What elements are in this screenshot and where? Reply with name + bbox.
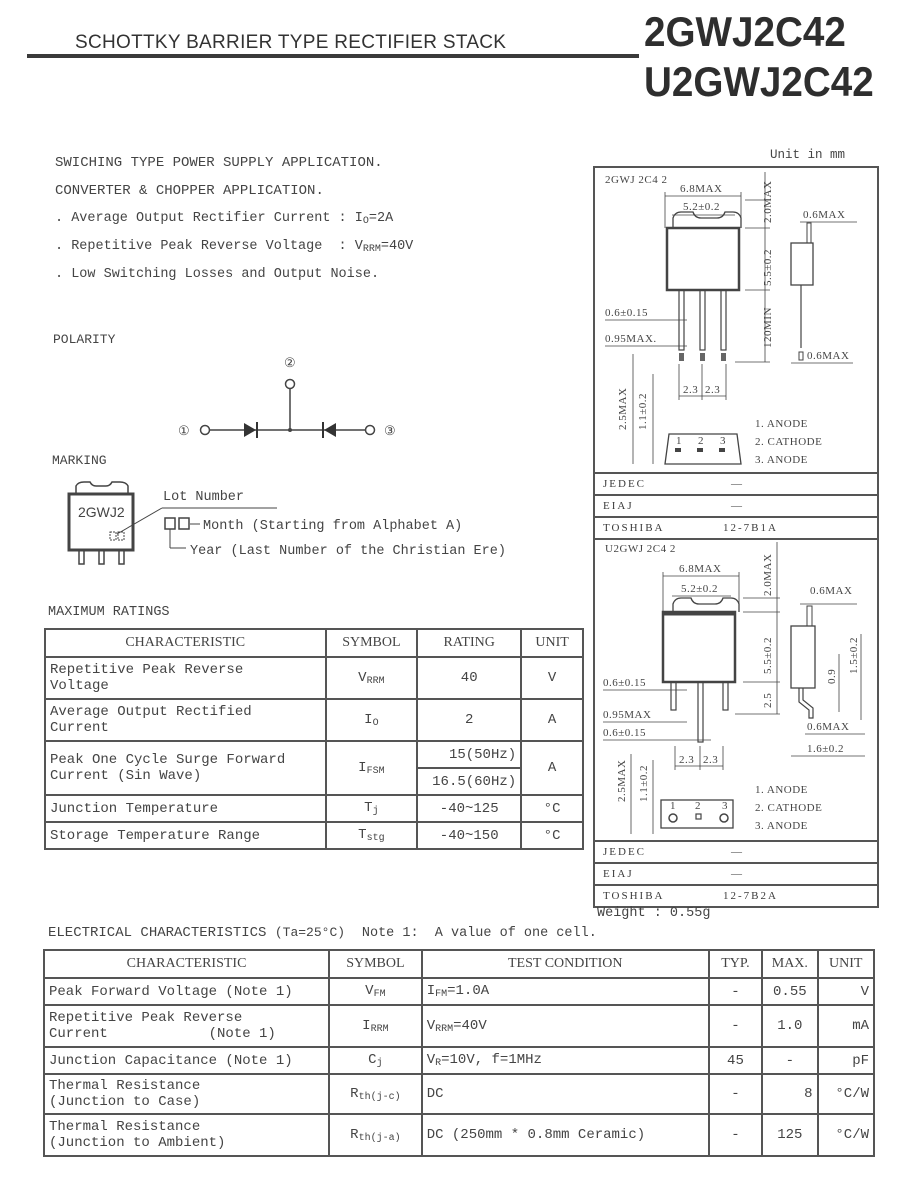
application-line: CONVERTER & CHOPPER APPLICATION. [55, 183, 324, 199]
month-label: Month (Starting from Alphabet A) [203, 519, 463, 534]
test-text: I [426, 983, 436, 999]
characteristic-cell [45, 741, 326, 795]
dim-label: 1.1±0.2 [637, 392, 649, 430]
pin-number: 3 [722, 800, 728, 812]
unit-cell: A [521, 699, 583, 741]
test-condition-cell: DC (250mm * 0.8mm Ceramic) [422, 1114, 709, 1156]
electrical-note: Note 1: A value of one cell. [361, 926, 597, 941]
electrical-table [43, 949, 875, 1157]
characteristic-cell [44, 1114, 329, 1156]
rating-cell: 15(50Hz) [417, 741, 521, 768]
symbol-cell [329, 1074, 422, 1114]
characteristic-cell: Peak Forward Voltage (Note 1) [44, 978, 329, 1005]
table-row [44, 978, 874, 1005]
char-line: Voltage [50, 678, 109, 694]
symbol-cell [329, 1047, 422, 1074]
rating-cell: 16.5(60Hz) [417, 768, 521, 795]
feature-sub: RRM [362, 244, 381, 255]
symbol: R [350, 1126, 359, 1143]
symbol-sub: O [372, 717, 379, 729]
electrical-condition: (Ta=25°C) [274, 925, 346, 940]
pin-function: 1. ANODE [755, 784, 808, 796]
test-value: =1.0A [447, 983, 490, 999]
symbol: I [358, 759, 367, 776]
unit-label: Unit in mm [770, 148, 846, 162]
symbol-cell [329, 978, 422, 1005]
pin-1-label: ① [178, 424, 190, 439]
table-row [44, 1047, 874, 1074]
pin-function: 2. CATHODE [755, 802, 823, 814]
feature-value: =40V [380, 239, 414, 254]
standard-value: — [731, 868, 744, 880]
year-label: Year (Last Number of the Christian Ere) [190, 544, 506, 559]
pin-number: 2 [695, 800, 701, 812]
rating-cell: 40 [417, 657, 521, 699]
package-outline-u2gwj2c42 [593, 534, 879, 908]
unit-cell: A [521, 741, 583, 795]
symbol-sub: th(j-a) [358, 1132, 401, 1144]
part-number-2: U2GWJ2C42 [644, 58, 874, 105]
standard-name: JEDEC [603, 478, 646, 490]
package-drawing-1 [595, 168, 877, 472]
char-line: Average Output Rectified [50, 704, 252, 720]
package-drawing-2 [595, 534, 877, 840]
table-row [45, 741, 583, 768]
test-sub: R [435, 1058, 442, 1069]
characteristic-cell: Junction Capacitance (Note 1) [44, 1047, 329, 1074]
feature-item [55, 239, 413, 255]
char-line: Thermal Resistance [49, 1078, 201, 1094]
typ-cell: - [709, 1074, 762, 1114]
unit-cell: °C [521, 795, 583, 822]
dim-label: 2.3 [679, 754, 695, 766]
symbol-cell [326, 657, 418, 699]
package-standard-row [595, 494, 877, 516]
test-value: =40V [453, 1017, 487, 1034]
header-rule [27, 54, 639, 58]
column-header: SYMBOL [326, 629, 418, 657]
test-condition-cell [422, 1047, 709, 1074]
column-header: RATING [417, 629, 521, 657]
char-line: Repetitive Peak Reverse [50, 662, 244, 678]
standard-value: — [731, 478, 744, 490]
symbol: I [362, 1017, 371, 1034]
max-cell: 0.55 [762, 978, 817, 1005]
symbol: T [358, 827, 367, 843]
column-header: CHARACTERISTIC [44, 950, 329, 978]
symbol-sub: RRM [366, 675, 385, 687]
dim-label: 6.8MAX [679, 563, 722, 575]
characteristic-cell [44, 1005, 329, 1047]
symbol-cell [326, 795, 418, 822]
symbol-sub: j [376, 1058, 383, 1069]
symbol: I [364, 711, 373, 728]
dim-label: 2.3 [705, 384, 721, 396]
package-standard-row [595, 862, 877, 884]
package-name: 2GWJ 2C4 2 [605, 174, 668, 186]
pin-number: 1 [676, 435, 682, 447]
column-header: TYP. [709, 950, 762, 978]
pin-3-label: ③ [384, 424, 396, 439]
char-line: Repetitive Peak Reverse [49, 1010, 243, 1026]
max-ratings-title: MAXIMUM RATINGS [48, 605, 170, 620]
feature-text: . Repetitive Peak Reverse Voltage : V [55, 239, 363, 254]
test-condition-cell [422, 1005, 709, 1047]
package-standard-row [595, 840, 877, 862]
table-header-row [45, 629, 583, 657]
symbol-sub: RRM [370, 1023, 389, 1035]
feature-value: =2A [368, 211, 394, 226]
typ-cell: - [709, 1005, 762, 1047]
unit-cell: pF [818, 1047, 874, 1074]
dim-label: 0.6MAX [810, 585, 853, 597]
standard-value: 12-7B1A [723, 522, 778, 534]
standard-name: TOSHIBA [603, 522, 665, 534]
pin-number: 3 [720, 435, 726, 447]
pin-number: 1 [670, 800, 676, 812]
column-header: TEST CONDITION [422, 950, 709, 978]
column-header: SYMBOL [329, 950, 422, 978]
char-line: Thermal Resistance [49, 1119, 201, 1135]
symbol-cell [326, 822, 418, 849]
typ-cell: - [709, 1114, 762, 1156]
standard-name: TOSHIBA [603, 890, 665, 902]
symbol-sub: stg [366, 833, 385, 844]
dim-label: 0.9 [826, 668, 838, 684]
dim-label: 2.0MAX [762, 180, 774, 223]
dim-label: 0.6MAX [807, 721, 850, 733]
pin-1-terminal [201, 426, 210, 435]
symbol-cell [326, 699, 418, 741]
max-cell: 8 [762, 1074, 817, 1114]
symbol: V [358, 669, 367, 686]
dim-label: 5.2±0.2 [683, 201, 721, 213]
column-header: CHARACTERISTIC [45, 629, 326, 657]
symbol-cell [329, 1114, 422, 1156]
test-text: V [426, 1017, 436, 1034]
marking-title: MARKING [52, 453, 107, 468]
column-header: UNIT [818, 950, 874, 978]
max-cell: 1.0 [762, 1005, 817, 1047]
electrical-title-text: ELECTRICAL CHARACTERISTICS [48, 925, 267, 941]
marking-device-text: 2GWJ2 [78, 504, 125, 520]
test-text: V [426, 1052, 436, 1068]
symbol-cell [326, 741, 418, 795]
dim-label: 2.5MAX [617, 387, 629, 430]
test-value: =10V, f=1MHz [441, 1052, 542, 1068]
max-ratings-table [44, 628, 584, 850]
dim-label: 0.6±0.15 [605, 307, 649, 319]
dim-label: 1.5±0.2 [848, 636, 860, 674]
dim-label: 2.3 [703, 754, 719, 766]
standard-name: JEDEC [603, 846, 646, 858]
dim-label: 0.6±0.15 [603, 727, 647, 739]
unit-cell: °C/W [818, 1114, 874, 1156]
char-line: Current [50, 720, 109, 736]
symbol-sub: j [372, 806, 379, 817]
pin-function: 1. ANODE [755, 418, 808, 430]
table-row [44, 1005, 874, 1047]
diode-right-icon [323, 422, 336, 438]
dim-label: 0.95MAX [603, 709, 652, 721]
char-line: Current (Note 1) [49, 1026, 276, 1042]
dim-label: 2.5MAX [616, 759, 628, 802]
column-header: UNIT [521, 629, 583, 657]
dim-label: 0.6MAX [807, 350, 850, 362]
pin-2-terminal [286, 380, 295, 389]
dim-label: 1.6±0.2 [807, 743, 845, 755]
unit-cell: V [521, 657, 583, 699]
table-row [45, 822, 583, 849]
characteristic-cell: Junction Temperature [45, 795, 326, 822]
lot-number-label: Lot Number [163, 490, 245, 505]
symbol-sub: FM [373, 989, 386, 1000]
table-row [45, 657, 583, 699]
table-header-row [44, 950, 874, 978]
package-standard-row [595, 472, 877, 494]
dim-label: 0.6±0.15 [603, 677, 647, 689]
char-line: Current (Sin Wave) [50, 768, 202, 784]
standard-name: EIAJ [603, 500, 634, 512]
rating-cell: -40~150 [417, 822, 521, 849]
pin-number: 2 [698, 435, 704, 447]
application-line: SWICHING TYPE POWER SUPPLY APPLICATION. [55, 155, 383, 171]
feature-text: . Average Output Rectifier Current : I [55, 211, 363, 226]
polarity-diagram [170, 350, 410, 450]
pin-function: 3. ANODE [755, 820, 808, 832]
column-header: MAX. [762, 950, 817, 978]
symbol: T [364, 800, 373, 816]
package-name: U2GWJ 2C4 2 [605, 543, 676, 555]
dim-label: 2.3 [683, 384, 699, 396]
feature-text: . Low Switching Losses and Output Noise. [55, 267, 380, 282]
char-line: (Junction to Ambient) [49, 1135, 226, 1151]
symbol-cell [329, 1005, 422, 1047]
symbol: V [365, 983, 374, 999]
rating-cell: -40~125 [417, 795, 521, 822]
feature-sub: O [362, 216, 369, 227]
package-standard-row [595, 884, 877, 906]
dim-label: 2.0MAX [762, 553, 774, 596]
dim-label: 5.2±0.2 [681, 583, 719, 595]
symbol: C [368, 1052, 377, 1068]
polarity-title: POLARITY [53, 332, 116, 347]
table-row [44, 1074, 874, 1114]
standard-value: 12-7B2A [723, 890, 778, 902]
electrical-title [48, 925, 597, 941]
standard-value: — [731, 500, 744, 512]
table-row [45, 795, 583, 822]
standard-value: — [731, 846, 744, 858]
pin-function: 3. ANODE [755, 454, 808, 466]
char-line: (Junction to Case) [49, 1094, 201, 1110]
pin-2-label: ② [284, 356, 296, 371]
test-sub: FM [435, 989, 448, 1000]
characteristic-cell: Storage Temperature Range [45, 822, 326, 849]
dim-label: 2.5 [762, 692, 774, 708]
table-row [45, 699, 583, 741]
dim-label: 0.6MAX [803, 209, 846, 221]
unit-cell: mA [818, 1005, 874, 1047]
symbol-sub: FSM [366, 765, 385, 777]
symbol: R [350, 1085, 359, 1102]
dim-label: 0.95MAX. [605, 333, 657, 345]
unit-cell: °C [521, 822, 583, 849]
standard-name: EIAJ [603, 868, 634, 880]
weight-label: Weight : 0.55g [597, 906, 711, 921]
dim-label: 1.1±0.2 [638, 764, 650, 802]
max-cell: 125 [762, 1114, 817, 1156]
test-condition-cell [422, 978, 709, 1005]
typ-cell: 45 [709, 1047, 762, 1074]
typ-cell: - [709, 978, 762, 1005]
symbol-sub: th(j-c) [358, 1091, 401, 1103]
test-sub: RRM [435, 1023, 454, 1035]
part-number-1: 2GWJ2C42 [644, 8, 846, 55]
pin-function: 2. CATHODE [755, 436, 823, 448]
max-cell: - [762, 1047, 817, 1074]
characteristic-cell [45, 699, 326, 741]
feature-item [55, 211, 393, 227]
package-outline-2gwj2c42 [593, 166, 879, 540]
table-row [44, 1114, 874, 1156]
dim-label: 5.5±0.2 [762, 636, 774, 674]
rating-cell: 2 [417, 699, 521, 741]
characteristic-cell [44, 1074, 329, 1114]
dim-label: 6.8MAX [680, 183, 723, 195]
dim-label: 120MIN [762, 307, 774, 348]
diode-left-icon [244, 422, 257, 438]
dim-label: 5.5±0.2 [762, 248, 774, 286]
char-line: Peak One Cycle Surge Forward [50, 752, 286, 768]
characteristic-cell [45, 657, 326, 699]
feature-item [55, 267, 379, 282]
unit-cell: °C/W [818, 1074, 874, 1114]
pin-3-terminal [366, 426, 375, 435]
unit-cell: V [818, 978, 874, 1005]
test-condition-cell: DC [422, 1074, 709, 1114]
document-subtitle: SCHOTTKY BARRIER TYPE RECTIFIER STACK [75, 32, 507, 53]
